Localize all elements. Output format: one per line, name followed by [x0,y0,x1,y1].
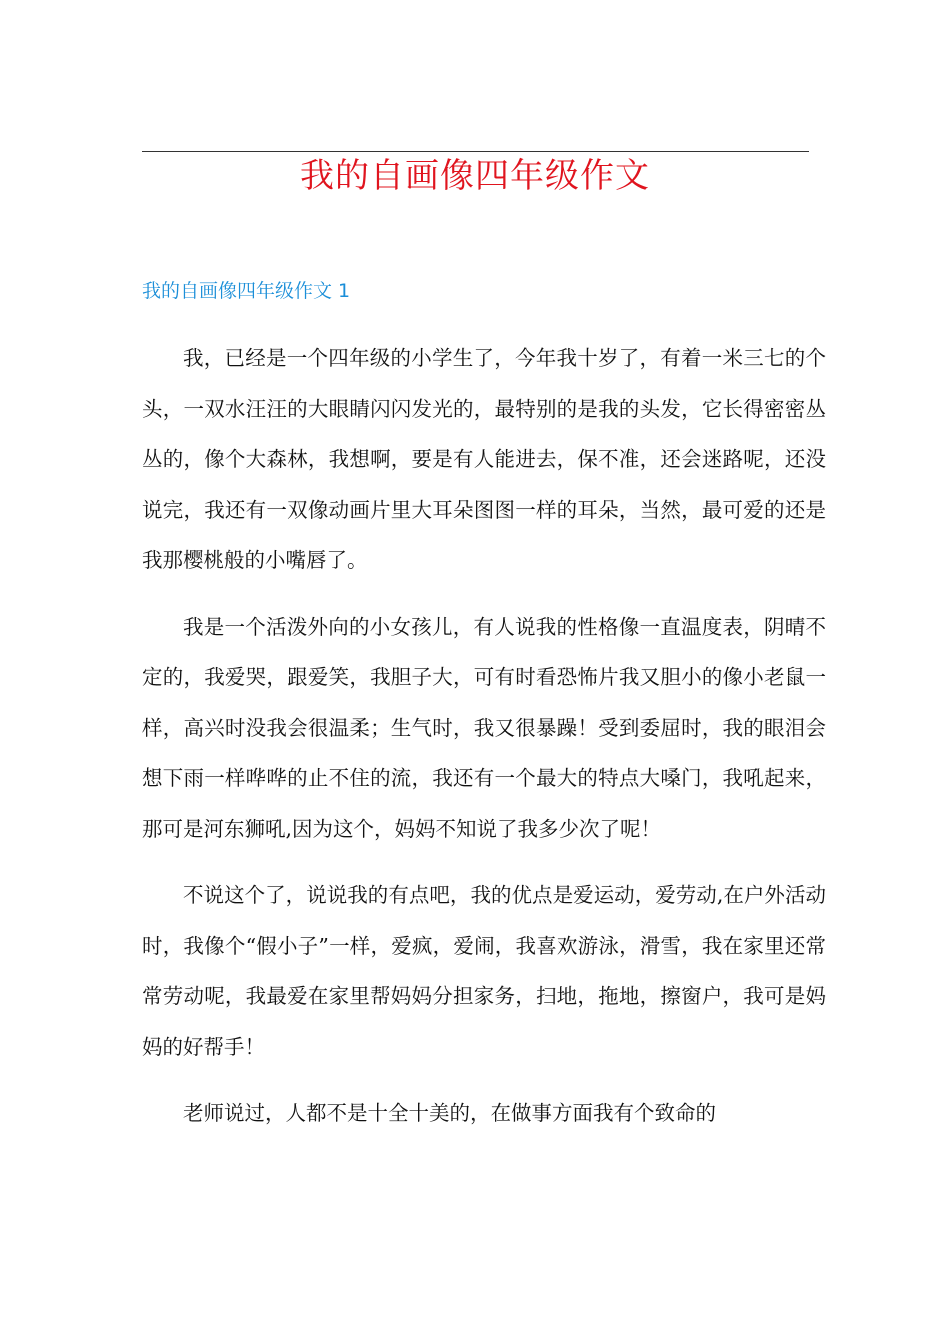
section-heading: 我的自画像四年级作文 1 [142,280,351,302]
paragraph-4: 老师说过，人都不是十全十美的，在做事方面我有个致命的 [183,1101,716,1125]
essay-body [142,333,826,1139]
document-title: 我的自画像四年级作文 [300,156,650,196]
paragraph-2: 我是一个活泼外向的小女孩儿，有人说我的性格像一直温度表，阴晴不定的，我爱哭，跟爱笑，我胆子大，可有时看恐怖片我又胆小的像小老鼠一样，高兴时没我会很温柔；生气时，我又很暴躁！受到委屈时，我的眼泪会想下雨一样哗哗的止不住的流，我还有一个最大的特点大嗓门，我吼起来，那可是河东狮吼,因为这个，妈妈不知说了我多少次了呢！ [142,614,826,841]
paragraph-1: 我，已经是一个四年级的小学生了，今年我十岁了，有着一米三七的个头，一双水汪汪的大眼睛闪闪发光的，最特别的是我的头发，它长得密密丛丛的，像个大森林，我想啊，要是有人能进去，保不准，还会迷路呢，还没说完，我还有一双像动画片里大耳朵图图一样的耳朵，当然，最可爱的还是我那樱桃般的小嘴唇了。 [142,346,826,572]
paragraph-3: 不说这个了，说说我的有点吧，我的优点是爱运动，爱劳动,在户外活动时，我像个“假小子”一样，爱疯，爱闹，我喜欢游泳，滑雪，我在家里还常常劳动呢，我最爱在家里帮妈妈分担家务，扫地，拖地，擦窗户，我可是妈妈的好帮手！ [142,883,826,1059]
